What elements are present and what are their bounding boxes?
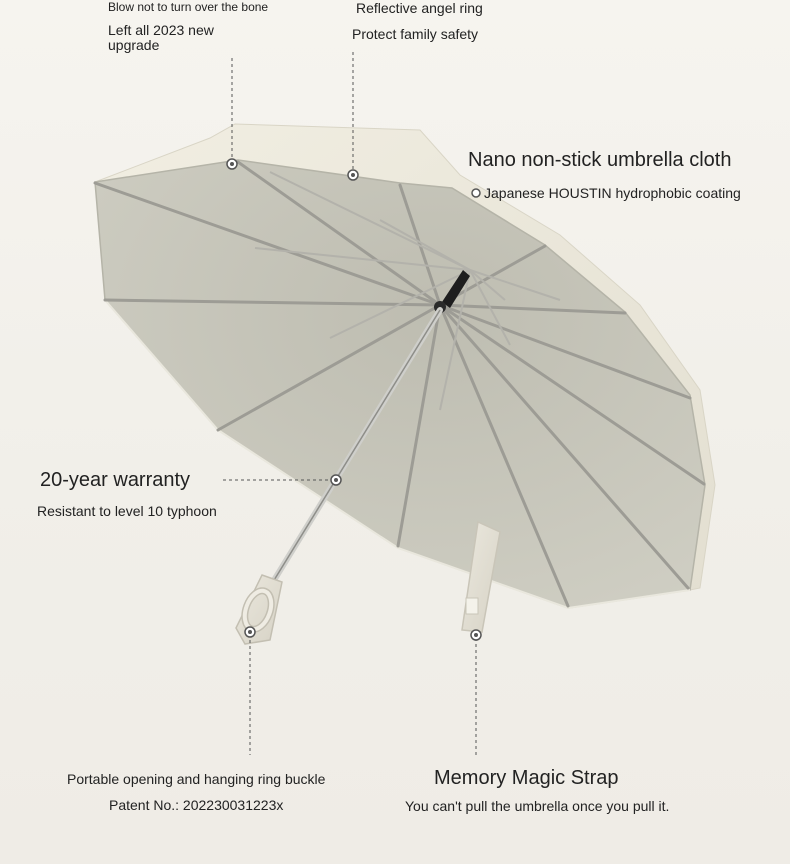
cloth-title: Nano non-stick umbrella cloth bbox=[468, 149, 732, 171]
ring-buckle-patent: Patent No.: 202230031223x bbox=[109, 797, 284, 813]
bone-callout-line2: Left all 2023 new upgrade bbox=[108, 22, 214, 54]
bone-callout-line1: Blow not to turn over the bone bbox=[108, 0, 269, 14]
cloth-subtitle: Japanese HOUSTIN hydrophobic coating bbox=[484, 185, 741, 201]
angel-ring-subtitle: Protect family safety bbox=[352, 26, 479, 42]
hanging-ring-handle bbox=[236, 575, 282, 644]
strap-title: Memory Magic Strap bbox=[434, 767, 619, 789]
angel-ring-title: Reflective angel ring bbox=[356, 0, 483, 16]
strap-subtitle: You can't pull the umbrella once you pull it. bbox=[405, 798, 670, 814]
ring-buckle-title: Portable opening and hanging ring buckle bbox=[67, 771, 326, 787]
warranty-title: 20-year warranty bbox=[40, 469, 191, 491]
warranty-subtitle: Resistant to level 10 typhoon bbox=[37, 503, 217, 519]
